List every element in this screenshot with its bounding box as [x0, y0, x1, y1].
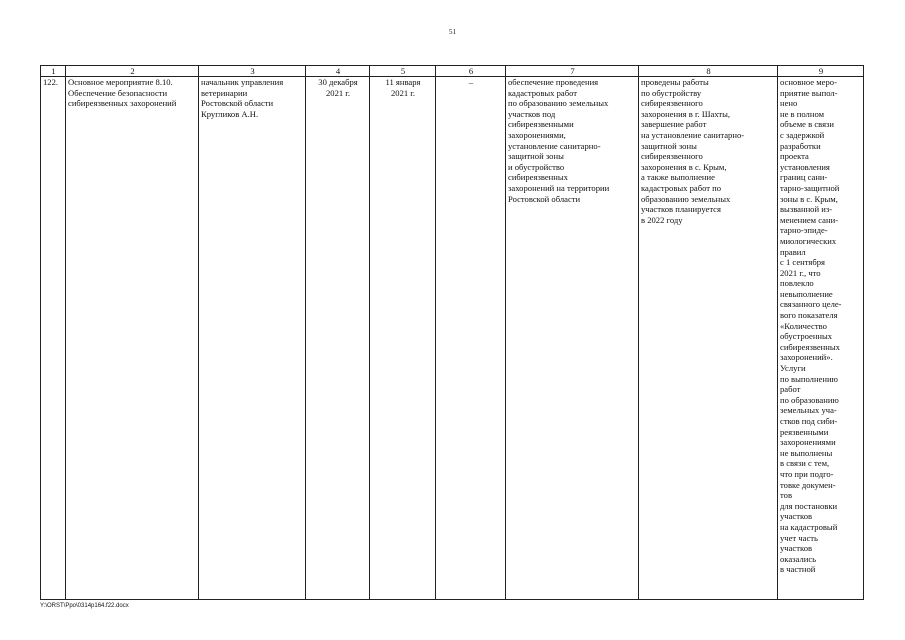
column-header-4: 4	[306, 66, 370, 77]
column-header-5: 5	[370, 66, 436, 77]
column-header-7: 7	[506, 66, 639, 77]
actual-date-cell: 11 января 2021 г.	[370, 77, 436, 600]
column-header-3: 3	[199, 66, 306, 77]
responsible-person-cell: начальник управления ветеринарии Ростовской области Кругликов А.Н.	[199, 77, 306, 600]
column-6-cell: –	[436, 77, 506, 600]
report-table	[40, 65, 864, 600]
planned-date-cell: 30 декабря 2021 г.	[306, 77, 370, 600]
actual-result-cell: проведены работы по обустройству сибиреязвенного захоронения в г. Шахты, завершение работ на установление санитарно- защитной зоны сибиреязвенного захоронения в с. Крым, а также выполнение кадастровых работ по образованию земельных участков планируется в 2022 году	[639, 77, 778, 600]
column-header-8: 8	[639, 66, 778, 77]
column-header-1: 1	[41, 66, 66, 77]
column-header-9: 9	[778, 66, 864, 77]
reasons-cell: основное меро- приятие выпол- нено не в полном объеме в связи с задержкой разработки проекта установления границ сани- тарно-защитной зоны в с. Крым, вызванной из- менением сани- тарно-эпиде- миологических правил с 1 сентября 2021 г., что повлекло невыполнение связанного целе- вого показателя «Количество обустроенных сибиреязвенных захоронений». Услуги по выполнению работ по образованию земельных уча- стков под сиби- реязвенными захоронениями не выполнены в связи с тем, что при подго- товке докумен- тов для постановки участков на кадастровый учет часть участков оказались в частной	[778, 77, 864, 600]
header-row	[41, 66, 864, 77]
expected-result-cell: обеспечение проведения кадастровых работ по образованию земельных участков под сибиреязвенными захоронениями, установление санитарно- защитной зоны и обустройство сибиреязвенных захоронений на территории Ростовской области	[506, 77, 639, 600]
table-row	[41, 77, 864, 600]
column-header-2: 2	[66, 66, 199, 77]
column-header-6: 6	[436, 66, 506, 77]
page-number: 51	[449, 28, 456, 36]
activity-name-cell: Основное мероприятие 8.10. Обеспечение безопасности сибиреязвенных захоронений	[66, 77, 199, 600]
file-path-footer: Y:\ORST\Ppo\0314p164.f22.docx	[40, 603, 129, 609]
row-number-cell: 122.	[41, 77, 66, 600]
